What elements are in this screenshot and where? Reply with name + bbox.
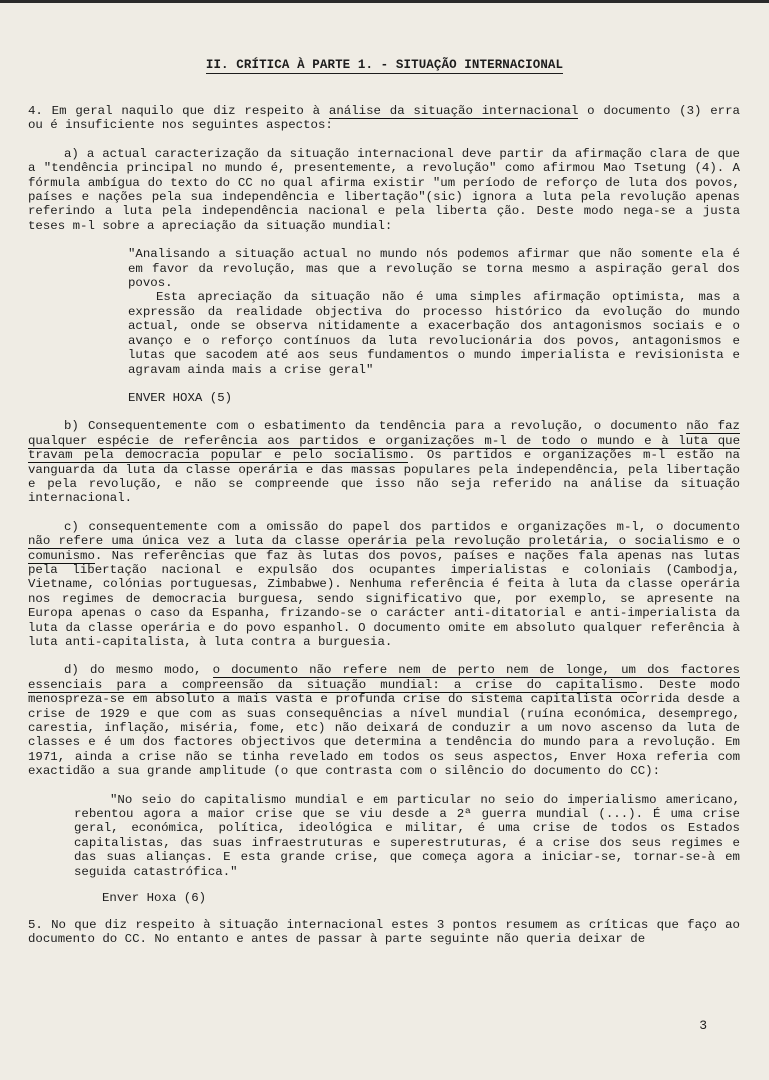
paragraph-b [28,419,740,505]
paragraph-c-underlined: não refere uma única vez a luta da classe operária pela revolução proletária, o socialismo e o comunismo [28,534,740,563]
quote-hoxa-1 [128,247,740,377]
paragraph-a: a) a actual caracterização da situação internacional deve partir da afirmação clara de que a "tendência principal no mundo é, presentemente, a revolução" como afirmou Mao Tsetung (4). A fórmula ambígua do texto do CC no qual afirma existir "um período de reforço de luta dos povos, países e nações pela sua independência e libertação"(sic) ignora a luta pela revolução apenas referindo a luta pela independência nacional e pela liberta ção. Deste modo nega-se a justa teses m-l sobre a apreciação da situação mundial: [28,146,740,233]
section-heading-text: II. CRÍTICA À PARTE 1. - SITUAÇÃO INTERNACIONAL [205,58,564,72]
paragraph-b-underlined: não faz qualquer espécie de referência aos partidos e organizações m-l de todo o mundo e à luta que travam pela democracia popular e pelo socialismo [28,419,740,463]
paragraph-4-underlined: análise da situação internacional [328,104,579,118]
paragraph-4-start: 4. Em geral naquilo que diz respeito à [28,104,329,118]
paragraph-c [28,520,740,650]
paragraph-d-end: . Deste modo menospreza-se em absoluto a mais vasta e profunda crise do sistema capitalista ocorrida desde a crise de 1929 e que com as suas consequências a nível mundial (ruína económica, desemprego, carestia, inflação, miséria, fome, etc) não deixará de conduzir a um novo ascenso da luta de classes e é um dos factores objectivos que determina a tendência do mundo para a revolução. Em 1971, ainda a crise não se tinha revelado em todos os seus aspectos, Enver Hoxa referia com exactidão a sua grande amplitude (o que contrasta com o silêncio do documento do CC): [28,677,740,779]
paragraph-d-underlined: o documento não refere nem de perto nem de longe, um dos factores essenciais para a compreensão da situação mundial: a crise do capitalismo [28,663,740,692]
paragraph-c-start: c) consequentemente com a omissão do papel dos partidos e organizações m-l, o documento [64,519,740,534]
quote-1-part-1: "Analisando a situação actual no mundo nós podemos afirmar que não somente ela é em favor da revolução, mas que a revolução se torna mesmo a aspiração geral dos povos. [128,247,740,291]
page-number: 3 [699,1018,707,1033]
paragraph-4-end: o documento (3) erra ou é insuficiente nos seguintes aspectos: [28,104,740,133]
paragraph-d-start: d) do mesmo modo, [64,663,213,678]
paragraph-d [28,663,740,778]
top-border-line [0,0,769,3]
body-text [28,104,740,946]
quote-2-author: Enver Hoxa (6) [102,891,207,906]
quote-hoxa-2: "No seio do capitalismo mundial e em particular no seio do imperialismo americano, rebentou agora a maior crise que se viu desde a 2ª guerra mundial (...). É uma crise geral, económica, política, ideológica e militar, é uma crise de todos os Estados capitalistas, das suas infraestruturas e superestruturas, é a crise dos seus regimes e das suas alianças. E esta grande crise, que começa agora a iniciar-se, tornar-se-à em seguida catastrófica." [74,792,740,879]
section-heading [0,58,769,72]
paragraph-4 [28,104,740,133]
quote-1-part-2: Esta apreciação da situação não é uma simples afirmação optimista, mas a expressão da realidade objectiva do processo histórico da evolução do mundo actual, onde se observa nitidamente a exacerbação dos antagonismos sociais e o avanço e o reforço contínuos da luta revolucionária dos povos, antagonismos e lutas que sacodem até aos seus fundamentos o mundo imperialista e revisionista e agravam ainda mais a crise geral" [128,290,740,377]
paragraph-b-start: b) Consequentemente com o esbatimento da tendência para a revolução, o documento [64,419,687,434]
paragraph-5: 5. No que diz respeito à situação internacional estes 3 pontos resumem as críticas que faço ao documento do CC. No entanto e antes de passar à parte seguinte não queria deixar de [28,917,740,946]
paragraph-b-end: . Os partidos e organizações m-l estão na vanguarda da luta da classe operária e das massas populares pela independência, pela libertação e pela revolução, e não se compreende que isso não seja referido na análise da situação internacional. [28,448,740,506]
paragraph-c-end: . Nas referências que faz às lutas dos povos, países e nações fala apenas nas lutas pela libertação nacional e expulsão dos ocupantes imperialistas e coloniais (Cambodja, Vietname, colónias portuguesas, Zimbabwe). Nenhuma referência é feita à luta da classe operária nos regimes de democracia burguesa, sendo significativo que, por exemplo, se apresente na Europa apenas o caso da Espanha, frizando-se o carácter anti-ditatorial e anti-imperialista da luta da classe operária e do povo espanhol. O documento omite em absoluto qualquer referência à luta anti-capitalista, à luta contra a burguesia. [28,548,740,649]
quote-1-author: ENVER HOXA (5) [128,390,233,405]
